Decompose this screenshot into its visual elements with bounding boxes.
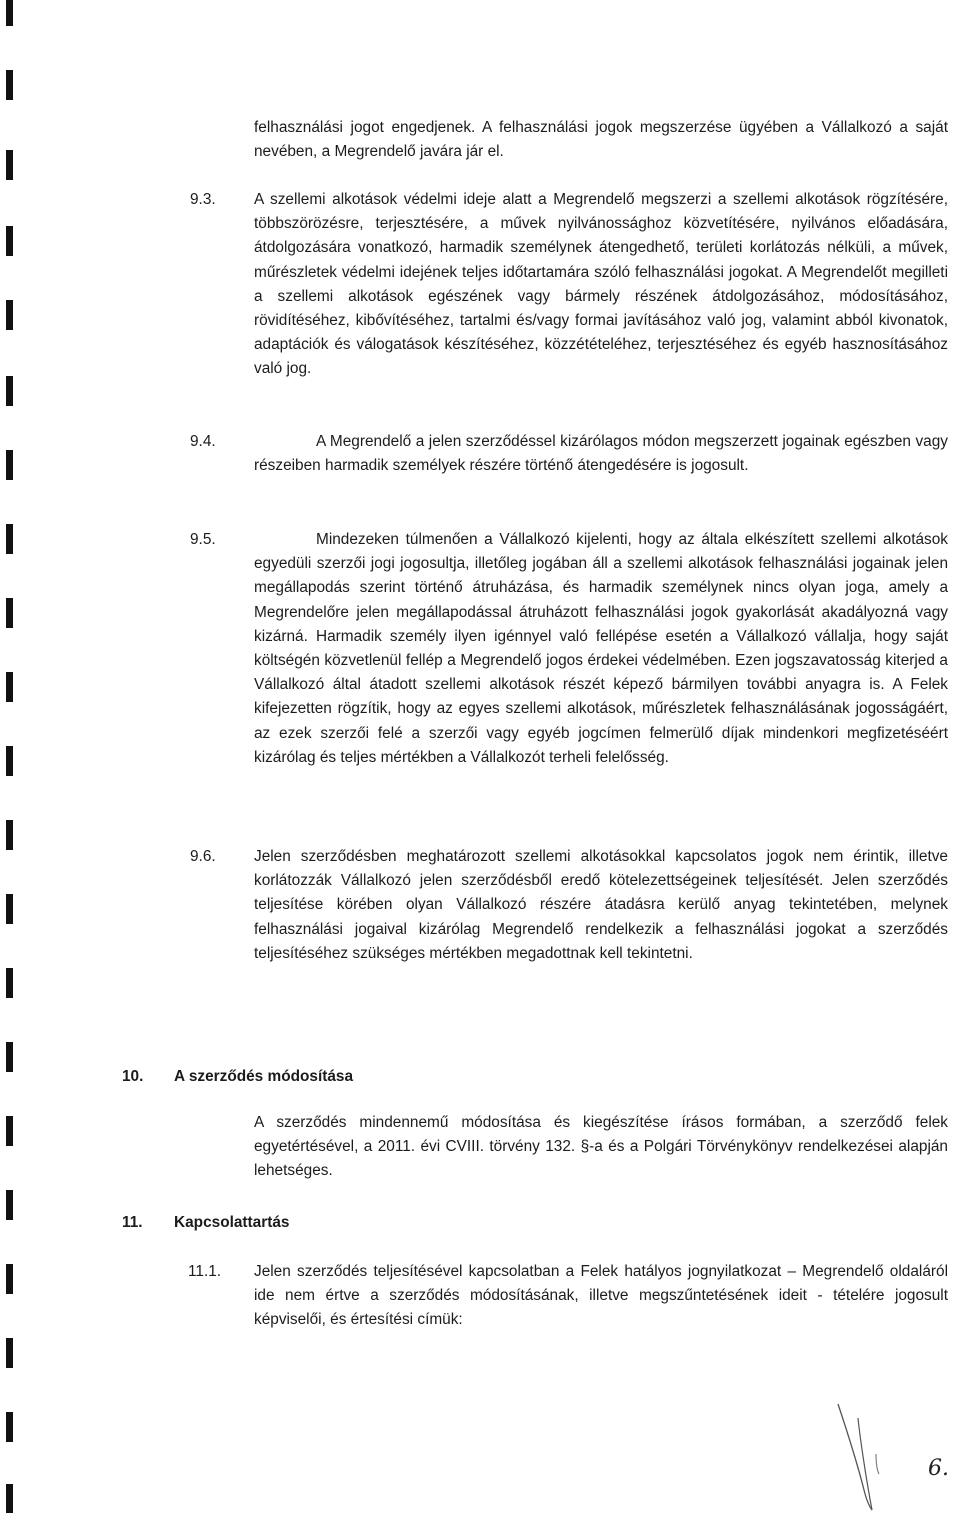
section-text: Mindezeken túlmenően a Vállalkozó kijelenti, hogy az általa elkészített szellemi alkotások egyedüli szerzői jogi jogosultja, illetőleg jogában áll a szellemi alkotások felhasználási jogainak jelen megállapodás szerint történő átruházása, és harmadik személynek nincs olyan joga, amely a Megrendelőre jelen megállapodással átruházott felhasználási jogok gyakorlását akadályozná vagy kizárná. Harmadik személy ilyen igénnyel való fellépése esetén a Vállalkozó vállalja, hogy saját költségén közvetlenül fellép a Megrendelő jogos érdekei védelmében. Ezen jogszavatosság kiterjed a Vállalkozó által átadott szellemi alkotások részét képező bármilyen további anyagra is. A Felek kifejezetten rögzítik, hogy az egyes szellemi alkotások, műrészletek felhasználásának jogosságáért, az ezek szerzői felé a szerzői vagy egyéb jogcímen felmerülő díjak mindenkori megfizetéséért kizárólag és teljes mértékben a Vállalkozót terheli felelősség. (254, 531, 948, 766)
binding-mark (6, 1116, 13, 1146)
section-text: A Megrendelő a jelen szerződéssel kizárólagos módon megszerzett jogainak egészben vagy részeiben harmadik személyek részére történő átengedésére is jogosult. (254, 433, 948, 475)
binding-mark (6, 1264, 13, 1294)
section-number: 9.5. (190, 531, 216, 548)
handwritten-initials (836, 1398, 906, 1513)
binding-mark (6, 450, 13, 480)
page-number: 6. (928, 1456, 949, 1481)
binding-mark (6, 300, 13, 330)
binding-mark (6, 968, 13, 998)
binding-mark (6, 226, 13, 256)
binding-mark (6, 524, 13, 554)
binding-mark (6, 1190, 13, 1220)
binding-mark (6, 598, 13, 628)
binding-mark (6, 150, 13, 180)
binding-mark (6, 1412, 13, 1442)
section-number: 9.4. (190, 433, 216, 450)
binding-mark (6, 746, 13, 776)
binding-mark (6, 894, 13, 924)
intro-paragraph: felhasználási jogot engedjenek. A felhasználási jogok megszerzése ügyében a Vállalkozó a saját nevében, a Megrendelő javára jár el. (254, 119, 948, 161)
chapter-number: 10. (122, 1068, 144, 1085)
binding-mark (6, 1338, 13, 1368)
binding-mark (6, 672, 13, 702)
section-text: A szellemi alkotások védelmi ideje alatt a Megrendelő megszerzi a szellemi alkotások rögzítésére, többszörözésre, terjesztésére, a művek nyilvánossághoz közvetítésére, nyilvános előadására, átdolgozására vonatkozó, harmadik személynek átengedhető, területi korlátozás nélküli, a művek, műrészletek védelmi idejének teljes időtartamára szóló felhasználási jogokat. A Megrendelőt megilleti a szellemi alkotások egészének vagy bármely részének átdolgozásához, módosításához, rövidítéséhez, kibővítéséhez, tartalmi és/vagy formai javításához való jog, valamint abból kivonatok, adaptációk és válogatások készítéséhez, közzétételéhez, terjesztéséhez és egyéb hasznosításához való jog. (254, 191, 948, 378)
section-number: 9.6. (190, 848, 216, 865)
chapter-text: A szerződés mindennemű módosítása és kiegészítése írásos formában, a szerződő felek egyetértésével, a 2011. évi CVIII. törvény 132. §-a és a Polgári Törvénykönyv rendelkezései alapján lehetséges. (254, 1114, 948, 1180)
binding-mark (6, 820, 13, 850)
binding-mark (6, 70, 13, 100)
binding-mark (6, 376, 13, 406)
binding-mark (6, 0, 13, 26)
section-number: 9.3. (190, 191, 216, 208)
chapter-title: A szerződés módosítása (174, 1068, 354, 1085)
section-text: Jelen szerződésben meghatározott szellemi alkotásokkal kapcsolatos jogok nem érintik, illetve korlátozzák Vállalkozó jelen szerződésből eredő kötelezettségeinek teljesítését. Jelen szerződés teljesítése körében olyan Vállalkozó részére átadásra kerülő anyag tekintetében, melynek felhasználási jogaival kizárólag Megrendelő rendelkezik a felhasználási jogokat a szerződés teljesítéséhez szükséges mértékben megadottnak kell tekintetni. (254, 848, 948, 962)
chapter-title: Kapcsolattartás (174, 1214, 290, 1231)
binding-mark (6, 1042, 13, 1072)
chapter-number: 11. (122, 1214, 143, 1231)
binding-mark (6, 1484, 13, 1513)
binding-marks (0, 0, 24, 1513)
section-number: 11.1. (188, 1263, 222, 1280)
section-text: Jelen szerződés teljesítésével kapcsolatban a Felek hatályos jognyilatkozat – Megrendelő oldaláról ide nem értve a szerződés módosításának, illetve megszűntetésének ideit - tételére jogosult képviselői, és értesítési címük: (254, 1263, 948, 1329)
